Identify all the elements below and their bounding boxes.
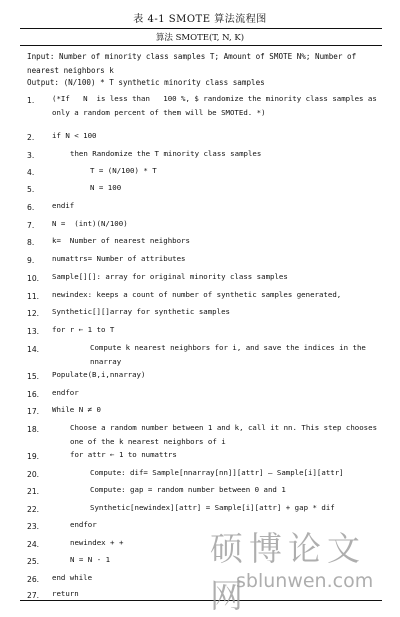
line-number: 18. xyxy=(27,425,40,434)
line-text: end while xyxy=(52,573,93,582)
line-text: T = (N/100) * T xyxy=(90,166,157,175)
line-text: Compute: gap = random number between 0 and 1 xyxy=(90,485,286,494)
line-text: Sample[][]: array for original minority class samples xyxy=(52,272,288,281)
line-text: N = 100 xyxy=(90,183,122,192)
line-text: N = N - 1 xyxy=(70,555,111,564)
line-number: 12. xyxy=(27,309,40,318)
watermark-url: sblunwen.com xyxy=(236,570,374,592)
line-number: 17. xyxy=(27,407,40,416)
line-number: 8. xyxy=(27,238,35,247)
line-number: 6. xyxy=(27,203,35,212)
line-text: newindex: keeps a count of number of synthetic samples generated, xyxy=(52,290,342,299)
line-text: While N ≠ 0 xyxy=(52,405,101,414)
line-text: Compute k nearest neighbors for i, and save the indices in the nnarray xyxy=(90,343,371,366)
line-number: 2. xyxy=(27,133,35,142)
line-number: 20. xyxy=(27,470,40,479)
line-text: k= Number of nearest neighbors xyxy=(52,236,190,245)
line-text: Synthetic[][]array for synthetic samples xyxy=(52,307,230,316)
line-number: 9. xyxy=(27,256,35,265)
line-text: endif xyxy=(52,201,75,210)
line-number: 19. xyxy=(27,452,40,461)
table-top-rule xyxy=(20,28,382,29)
line-number: 11. xyxy=(27,292,40,301)
line-text: return xyxy=(52,589,79,598)
line-text: newindex + + xyxy=(70,538,124,547)
table-caption: 表 4-1 SMOTE 算法流程图 xyxy=(133,14,267,25)
line-number: 4. xyxy=(27,168,35,177)
line-number: 10. xyxy=(27,274,40,283)
line-number: 24. xyxy=(27,540,40,549)
algorithm-input: Input: Number of minority class samples T; Amount of SMOTE N%; Number of nearest neighbors k xyxy=(27,52,357,75)
line-number: 25. xyxy=(27,557,40,566)
line-number: 13. xyxy=(27,327,40,336)
line-text: Populate(B,i,nnarray) xyxy=(52,370,146,379)
line-number: 26. xyxy=(27,575,40,584)
line-text: Compute: dif= Sample[nnarray[nn]][attr] – Sample[i][attr] xyxy=(90,468,344,477)
line-text: endfor xyxy=(70,520,97,529)
algorithm-output: Output: (N/100) * T synthetic minority class samples xyxy=(27,78,265,87)
line-number: 16. xyxy=(27,390,40,399)
line-text: N = (int)(N/100) xyxy=(52,219,128,228)
line-text: (*If N is less than 100 %, $ randomize the minority class samples as only a random percent of them will be SMOTEd. *) xyxy=(52,94,382,117)
line-number: 7. xyxy=(27,221,35,230)
line-number: 3. xyxy=(27,151,35,160)
line-text: numattrs= Number of attributes xyxy=(52,254,186,263)
line-text: if N < 100 xyxy=(52,131,97,140)
header-divider xyxy=(20,45,382,46)
line-number: 27. xyxy=(27,591,40,600)
line-text: then Randomize the T minority class samples xyxy=(70,149,262,158)
line-number: 15. xyxy=(27,372,40,381)
line-number: 21. xyxy=(27,487,40,496)
algorithm-title: 算法 SMOTE(T, N, K) xyxy=(155,33,245,43)
line-number: 5. xyxy=(27,185,35,194)
line-number: 1. xyxy=(27,96,35,105)
line-text: endfor xyxy=(52,388,79,397)
line-text: Synthetic[newindex][attr] = Sample[i][attr] + gap * dif xyxy=(90,503,335,512)
line-number: 22. xyxy=(27,505,40,514)
line-text: for attr ← 1 to numattrs xyxy=(70,450,177,459)
line-text: Choose a random number between 1 and k, call it nn. This step chooses one of the k nearest neighbors of i xyxy=(70,423,382,446)
line-number: 14. xyxy=(27,345,40,354)
line-text: for r ← 1 to T xyxy=(52,325,115,334)
watermark-chinese: 硕博论文网 xyxy=(210,529,366,615)
line-number: 23. xyxy=(27,522,40,531)
